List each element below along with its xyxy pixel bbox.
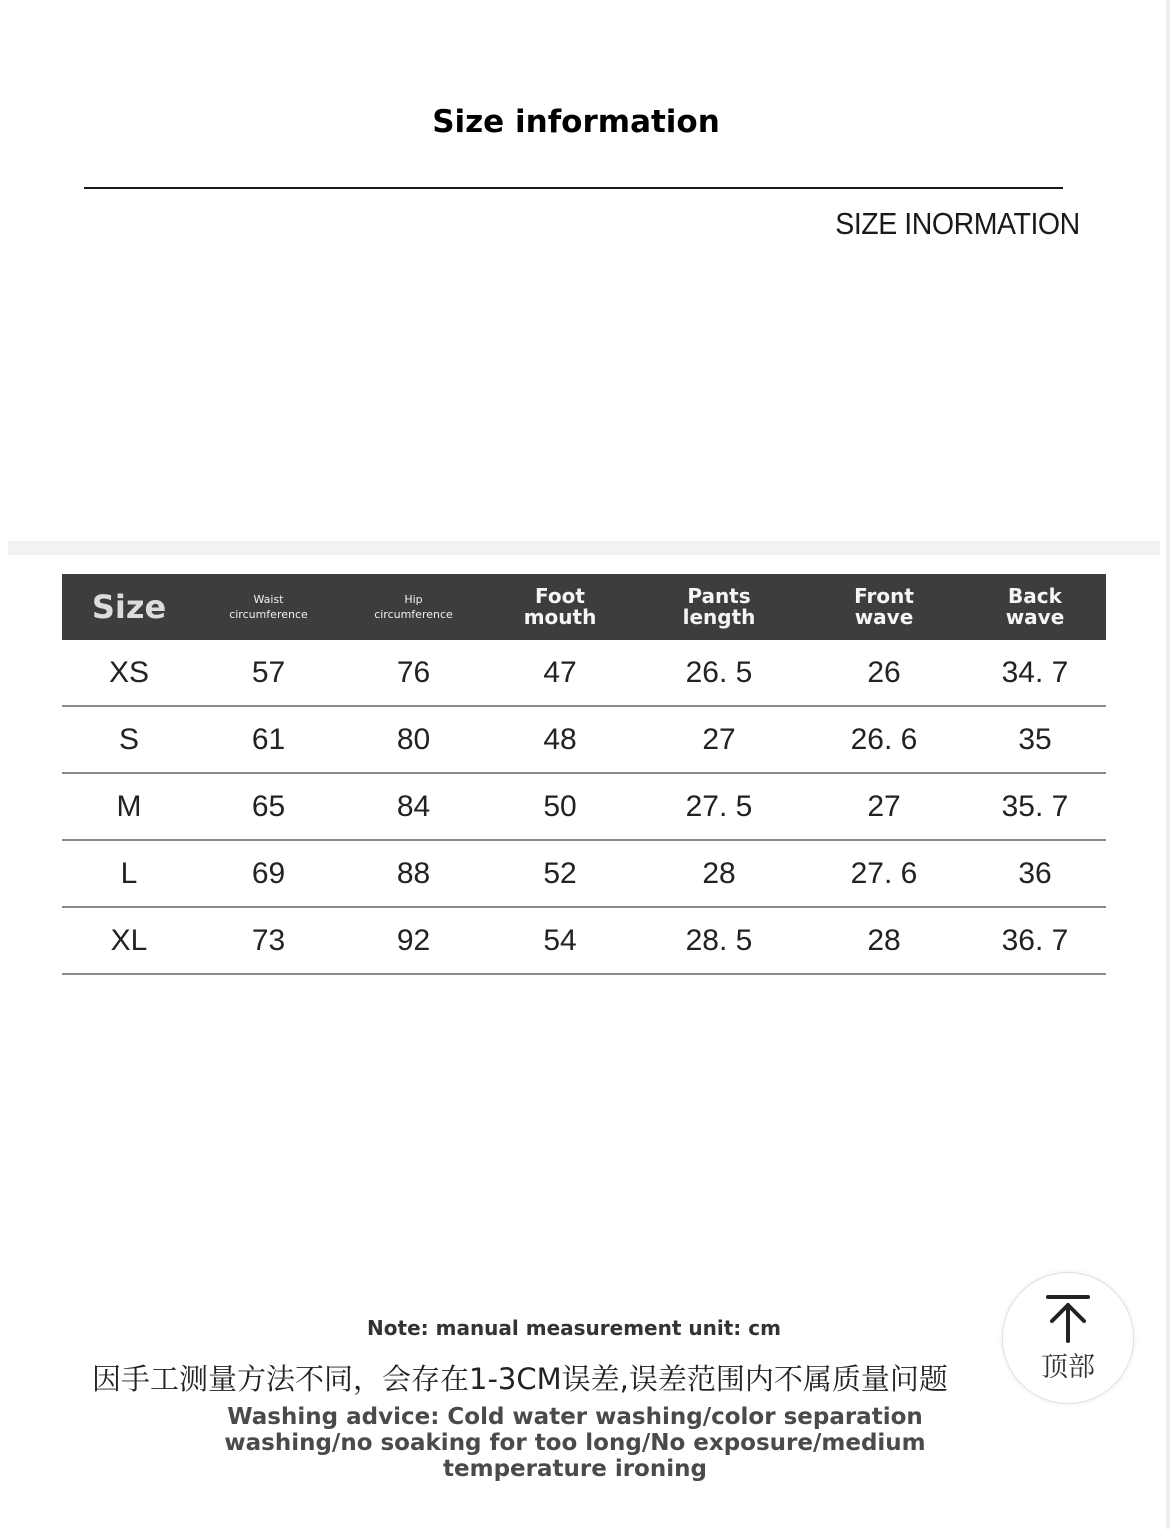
back-to-top-label: 顶部 — [1041, 1351, 1095, 1383]
size-table — [62, 574, 1106, 975]
size-cell: S — [118, 722, 139, 756]
pants-length-cell: 28 — [702, 856, 736, 890]
front-wave-cell: 26 — [867, 655, 901, 689]
header-foot-line-1: Foot — [535, 584, 585, 608]
size-cell: L — [120, 856, 138, 890]
front-wave-cell: 26. 6 — [850, 722, 918, 756]
measurement-error-note: 因手工测量方法不同，会存在1-3CM误差,误差范围内不属质量问题 — [92, 1362, 948, 1396]
back-wave-cell: 34. 7 — [1001, 655, 1069, 689]
foot-mouth-cell: 50 — [543, 789, 577, 823]
header-pants-line-2: length — [682, 605, 756, 629]
front-wave-cell: 27. 6 — [850, 856, 918, 890]
header-pants-length — [634, 586, 804, 628]
foot-mouth-cell: 54 — [543, 923, 577, 957]
section-band — [8, 541, 1160, 555]
washing-advice-line-3: temperature ironing — [443, 1456, 707, 1482]
hip-cell: 84 — [396, 789, 431, 823]
measurement-note: Note: manual measurement unit: cm — [367, 1316, 781, 1340]
hip-cell: 76 — [396, 655, 431, 689]
page-edge — [1166, 0, 1170, 1529]
header-size: Size — [91, 588, 167, 626]
foot-mouth-cell: 48 — [543, 722, 577, 756]
back-wave-cell: 36. 7 — [1001, 923, 1069, 957]
header-back-line-1: Back — [1008, 584, 1062, 608]
table-row — [62, 707, 1106, 774]
foot-mouth-cell: 47 — [543, 655, 577, 689]
header-front-wave — [804, 586, 964, 628]
pants-length-cell: 26. 5 — [685, 655, 753, 689]
washing-advice — [200, 1404, 950, 1482]
header-waist-line-2: circumference — [229, 608, 308, 621]
hip-cell: 88 — [396, 856, 431, 890]
header-hip-line-1: Hip — [404, 593, 423, 606]
pants-length-cell: 28. 5 — [685, 923, 753, 957]
header-hip-line-2: circumference — [374, 608, 453, 621]
back-wave-cell: 36 — [1018, 856, 1052, 890]
header-waist — [196, 592, 341, 622]
front-wave-cell: 27 — [867, 789, 901, 823]
size-cell: XS — [108, 655, 150, 689]
front-wave-cell: 28 — [867, 923, 901, 957]
back-wave-cell: 35. 7 — [1001, 789, 1069, 823]
header-back-line-2: wave — [1005, 605, 1065, 629]
header-front-line-2: wave — [854, 605, 914, 629]
title-divider — [84, 187, 1063, 189]
header-foot-mouth — [486, 586, 634, 628]
table-row — [62, 640, 1106, 707]
table-row — [62, 774, 1106, 841]
waist-cell: 61 — [251, 722, 286, 756]
washing-advice-line-2: washing/no soaking for too long/No exposure/medium — [224, 1430, 926, 1456]
foot-mouth-cell: 52 — [543, 856, 577, 890]
table-row — [62, 841, 1106, 908]
header-waist-line-1: Waist — [253, 593, 284, 606]
header-pants-line-1: Pants — [687, 584, 751, 608]
hip-cell: 80 — [396, 722, 431, 756]
page-title: Size information — [432, 104, 720, 140]
table-header-row — [62, 574, 1106, 640]
waist-cell: 57 — [251, 655, 286, 689]
size-cell: M — [116, 789, 142, 823]
waist-cell: 73 — [251, 923, 286, 957]
header-front-line-1: Front — [854, 584, 914, 608]
section-subtitle: SIZE INORMATION — [835, 206, 1080, 241]
header-hip — [341, 592, 486, 622]
size-cell: XL — [110, 923, 148, 957]
hip-cell: 92 — [396, 923, 431, 957]
arrow-up-to-line-icon — [1044, 1293, 1092, 1343]
header-back-wave — [964, 586, 1106, 628]
waist-cell: 69 — [251, 856, 286, 890]
table-row — [62, 908, 1106, 975]
pants-length-cell: 27 — [702, 722, 736, 756]
washing-advice-line-1: Washing advice: Cold water washing/color separation — [227, 1404, 923, 1430]
pants-length-cell: 27. 5 — [685, 789, 753, 823]
back-wave-cell: 35 — [1018, 722, 1052, 756]
back-to-top-button[interactable] — [1002, 1272, 1134, 1404]
header-foot-line-2: mouth — [523, 605, 597, 629]
waist-cell: 65 — [251, 789, 286, 823]
